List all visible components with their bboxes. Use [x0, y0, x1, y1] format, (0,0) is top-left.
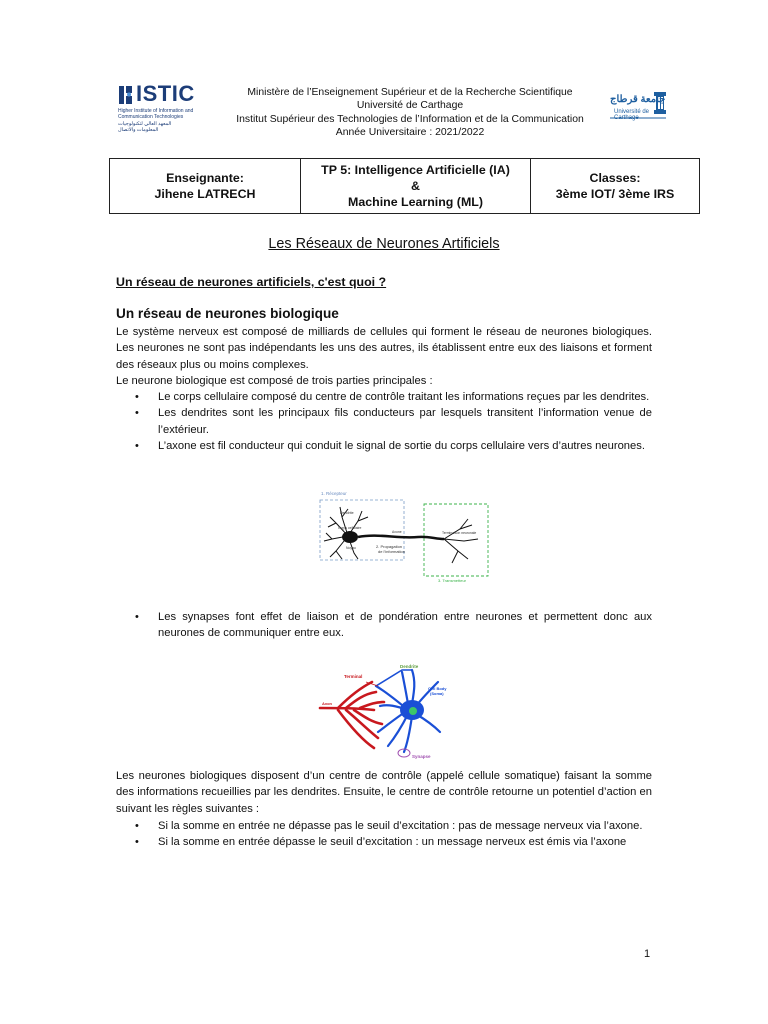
synapse-list	[116, 609, 652, 642]
institution-header	[200, 86, 620, 140]
istic-logo	[116, 81, 196, 144]
classes-cell	[531, 159, 699, 213]
propagation-label-1: 2. Propagation	[376, 544, 403, 549]
paragraph-intro: Le système nerveux est composé de milliards de cellules qui forment le réseau de neurones biologiques. Les neurones ne sont pas indépendants les uns des autres, ils établissent entre eux des liaisons et forment des réseaux plus ou moins complexes.	[116, 326, 652, 371]
course-info-table	[109, 158, 700, 214]
list-item: • Les dendrites sont les principaux fils conducteurs par lesquels transitent l’information venue de l’extérieur.	[116, 405, 652, 438]
page-number: 1	[644, 948, 651, 960]
terminal-label: Terminaison neuronale	[442, 531, 477, 535]
cell-body-label-1: Cell Body	[428, 686, 447, 691]
carthage-name-ar: جامعة قرطاج	[610, 94, 666, 105]
cell-body-label-2: (Soma)	[430, 691, 444, 696]
section-title: Un réseau de neurones artificiels, c'est quoi ?	[116, 275, 387, 289]
list-item: • Si la somme en entrée ne dépasse pas le seuil d’excitation : pas de message nerveux via l’axone.	[116, 818, 652, 834]
tp-subject: Machine Learning (ML)	[348, 195, 483, 209]
classes-label: Classes:	[589, 171, 641, 185]
neuron-diagram	[318, 487, 494, 583]
subsection-title: Un réseau de neurones biologique	[116, 306, 339, 321]
teacher-cell	[110, 159, 301, 213]
istic-name: ISTIC	[136, 81, 195, 106]
cell-body-label: Corps cellulaire	[338, 526, 362, 530]
nucleus-label: Noyau	[346, 546, 356, 550]
teacher-label: Enseignante:	[166, 171, 244, 185]
propagation-label-2: de l'information	[378, 549, 405, 554]
tp-cell	[301, 159, 531, 213]
teacher-name: Jihene LATRECH	[154, 187, 256, 201]
cell-body	[342, 531, 358, 543]
synapse-diagram	[316, 660, 460, 764]
academic-year-line: Année Universitaire : 2021/2022	[335, 127, 485, 139]
tp-title: TP 5: Intelligence Artificielle (IA)	[321, 163, 510, 177]
list-item: • Les synapses font effet de liaison et de pondération entre neurones et permettent donc aux neurones de communiquer entre eux.	[116, 609, 652, 642]
document-title: Les Réseaux de Neurones Artificiels	[268, 236, 500, 252]
istic-emblem-icon	[118, 84, 134, 106]
carthage-name-latin: Université de Carthage	[614, 109, 650, 121]
axon-label: Axone	[392, 530, 402, 534]
neuron-parts-list	[116, 389, 652, 454]
transmitter-label: 3. Transmetteur	[438, 578, 467, 583]
institute-line: Institut Supérieur des Technologies de l’Information et de la Communication	[236, 113, 584, 125]
tp-ampersand: &	[411, 179, 420, 193]
dendrite-label: Dendrite	[340, 511, 354, 515]
nucleus	[409, 707, 417, 715]
threshold-rules-list	[116, 818, 652, 851]
list-item: • Le corps cellulaire composé du centre de contrôle traitant les informations reçues par les dendrites.	[116, 389, 652, 405]
axon-label: Axon	[322, 701, 332, 706]
synapse-label: Synapse	[412, 754, 431, 759]
paragraph-parts-intro: Le neurone biologique est composé de trois parties principales :	[116, 375, 433, 387]
istic-subtitle: Higher Institute of Information and Communication Technologies المعهد العالي لتكنولوجيات المعلومات والاتصال	[118, 108, 194, 133]
ministry-line: Ministère de l’Enseignement Supérieur et de la Recherche Scientifique	[247, 87, 573, 98]
dendrite-label: Dendrite	[400, 664, 419, 669]
list-item: • Si la somme en entrée dépasse le seuil d’excitation : un message nerveux est émis via l’axone	[116, 834, 652, 850]
terminal-label: Terminal	[344, 674, 363, 679]
receptor-label: 1. Récepteur	[321, 491, 347, 496]
classes-value: 3ème IOT/ 3ème IRS	[555, 187, 675, 201]
list-item: • L’axone est fil conducteur qui conduit le signal de sortie du corps cellulaire vers d’autres neurones.	[116, 438, 652, 454]
university-line: Université de Carthage	[356, 100, 464, 112]
paragraph-soma: Les neurones biologiques disposent d’un centre de contrôle (appelé cellule somatique) faisant la somme des informations recueillies par les dendrites. Ensuite, le centre de contrôle retourne un potentiel d’action en suivant les règles suivantes :	[116, 770, 652, 815]
